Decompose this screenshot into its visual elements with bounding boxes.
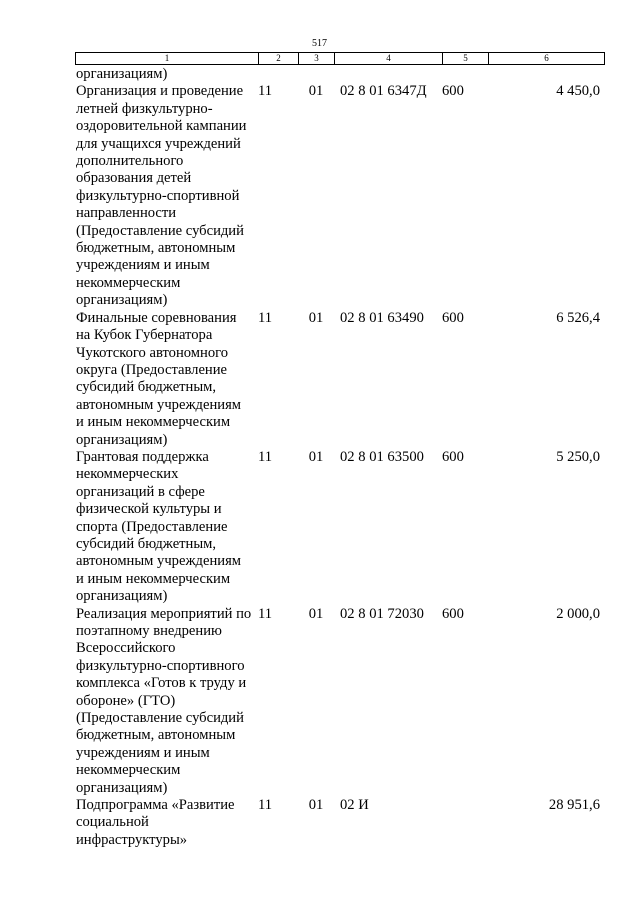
row-name-line: физической культуры и (76, 501, 222, 518)
column-header-3: 3 (299, 53, 335, 65)
row-name-cell (75, 310, 258, 449)
expense-type-cell: 600 (442, 448, 464, 465)
expense-type-cell: 600 (442, 309, 464, 326)
subsection-code-cell: 01 (308, 797, 324, 814)
row-name-line: и иным некоммерческим (76, 570, 231, 587)
column-header-5: 5 (443, 53, 489, 65)
row-name-line: бюджетным, автономным (76, 240, 236, 257)
expense-type-cell: 600 (442, 83, 464, 100)
column-header-6: 6 (489, 53, 605, 65)
amount-cell: 2 000,0 (556, 605, 600, 622)
row-name-line: некоммерческим (76, 274, 181, 291)
column-header-table (75, 52, 605, 65)
row-name-line: Всероссийского (76, 640, 176, 657)
target-article-cell: 02 8 01 6347Д (340, 83, 427, 100)
row-name-cell (75, 66, 258, 83)
row-name-line: организациям) (76, 431, 168, 448)
row-name-line: Подпрограмма «Развитие (76, 797, 235, 814)
section-code-cell: 11 (258, 83, 273, 100)
table-row (75, 797, 604, 849)
row-name-line: организациям) (76, 779, 168, 796)
row-name-line: субсидий бюджетным, (76, 535, 217, 552)
row-name-line: организаций в сфере (76, 483, 205, 500)
row-name-line: спорта (Предоставление (76, 518, 228, 535)
subsection-code-cell: 01 (308, 83, 324, 100)
section-code-cell: 11 (258, 448, 273, 465)
row-name-line: округа (Предоставление (76, 361, 228, 378)
section-code-cell: 11 (258, 605, 273, 622)
row-name-line: Организация и проведение (76, 83, 244, 100)
target-article-cell (334, 66, 442, 83)
row-name-line: летней физкультурно- (76, 100, 213, 117)
row-name-line: Реализация мероприятий по (76, 605, 252, 622)
row-name-line: инфраструктуры» (76, 831, 188, 848)
row-name-line: Финальные соревнования (76, 309, 237, 326)
row-name-line: комплекса «Готов к труду и (76, 675, 247, 692)
row-name-line: учреждениям и иным (76, 257, 210, 274)
page-number: 517 (312, 38, 327, 49)
row-name-line: автономным учреждениям (76, 396, 242, 413)
target-article-cell: 02 8 01 63490 (340, 309, 424, 326)
budget-table-body (75, 66, 604, 849)
target-article-cell: 02 8 01 63500 (340, 448, 424, 465)
target-article-cell: 02 И (340, 797, 369, 814)
row-name-line: оздоровительной кампании (76, 118, 247, 135)
row-name-line: обороне» (ГТО) (76, 692, 176, 709)
row-name-line: поэтапному внедрению (76, 623, 222, 639)
row-name-line: бюджетным, автономным (76, 727, 236, 744)
section-code-cell: 11 (258, 309, 273, 326)
section-code-cell (258, 66, 298, 83)
row-name-cell (75, 449, 258, 606)
row-name-line: (Предоставление субсидий (76, 710, 244, 727)
row-name-line: физкультурно-спортивного (76, 657, 245, 674)
row-name-line: организациям) (76, 588, 168, 605)
table-row (75, 310, 604, 449)
target-article-cell: 02 8 01 72030 (340, 605, 424, 622)
amount-cell: 28 951,6 (548, 797, 600, 814)
section-code-cell: 11 (258, 797, 273, 814)
subsection-code-cell (298, 66, 334, 83)
row-name-line: Грантовая поддержка (76, 448, 209, 465)
row-name-line: организациям) (76, 292, 168, 309)
row-name-line: направленности (76, 205, 177, 222)
amount-cell: 4 450,0 (556, 83, 600, 100)
column-header-1: 1 (76, 53, 259, 65)
row-name-line: организациям) (76, 66, 168, 82)
table-row (75, 66, 604, 83)
expense-type-cell: 600 (442, 605, 464, 622)
row-name-line: некоммерческим (76, 762, 181, 779)
amount-cell: 5 250,0 (556, 448, 600, 465)
row-name-line: на Кубок Губернатора (76, 327, 213, 344)
row-name-line: физкультурно-спортивной (76, 187, 240, 204)
row-name-line: образования детей (76, 170, 192, 187)
row-name-line: субсидий бюджетным, (76, 379, 217, 396)
expense-type-cell (442, 66, 488, 83)
table-row (75, 83, 604, 309)
row-name-line: (Предоставление субсидий (76, 222, 244, 239)
row-name-line: для учащихся учреждений (76, 135, 241, 152)
table-row (75, 606, 604, 797)
subsection-code-cell: 01 (308, 309, 324, 326)
row-name-cell (75, 83, 258, 309)
row-name-line: некоммерческих (76, 466, 179, 483)
column-header-row (76, 53, 605, 65)
column-header-4: 4 (335, 53, 443, 65)
row-name-line: Чукотского автономного (76, 344, 229, 361)
subsection-code-cell: 01 (308, 605, 324, 622)
row-name-line: и иным некоммерческим (76, 414, 231, 431)
row-name-line: дополнительного (76, 153, 184, 170)
amount-cell: 6 526,4 (556, 309, 600, 326)
table-row (75, 449, 604, 606)
row-name-cell (75, 606, 258, 797)
row-name-line: социальной (76, 814, 149, 831)
expense-type-cell (442, 797, 488, 849)
row-name-line: автономным учреждениям (76, 553, 242, 570)
budget-table (75, 66, 604, 849)
subsection-code-cell: 01 (308, 448, 324, 465)
amount-cell (488, 66, 604, 83)
row-name-cell (75, 797, 258, 849)
column-header-2: 2 (259, 53, 299, 65)
row-name-line: учреждениям и иным (76, 744, 210, 761)
